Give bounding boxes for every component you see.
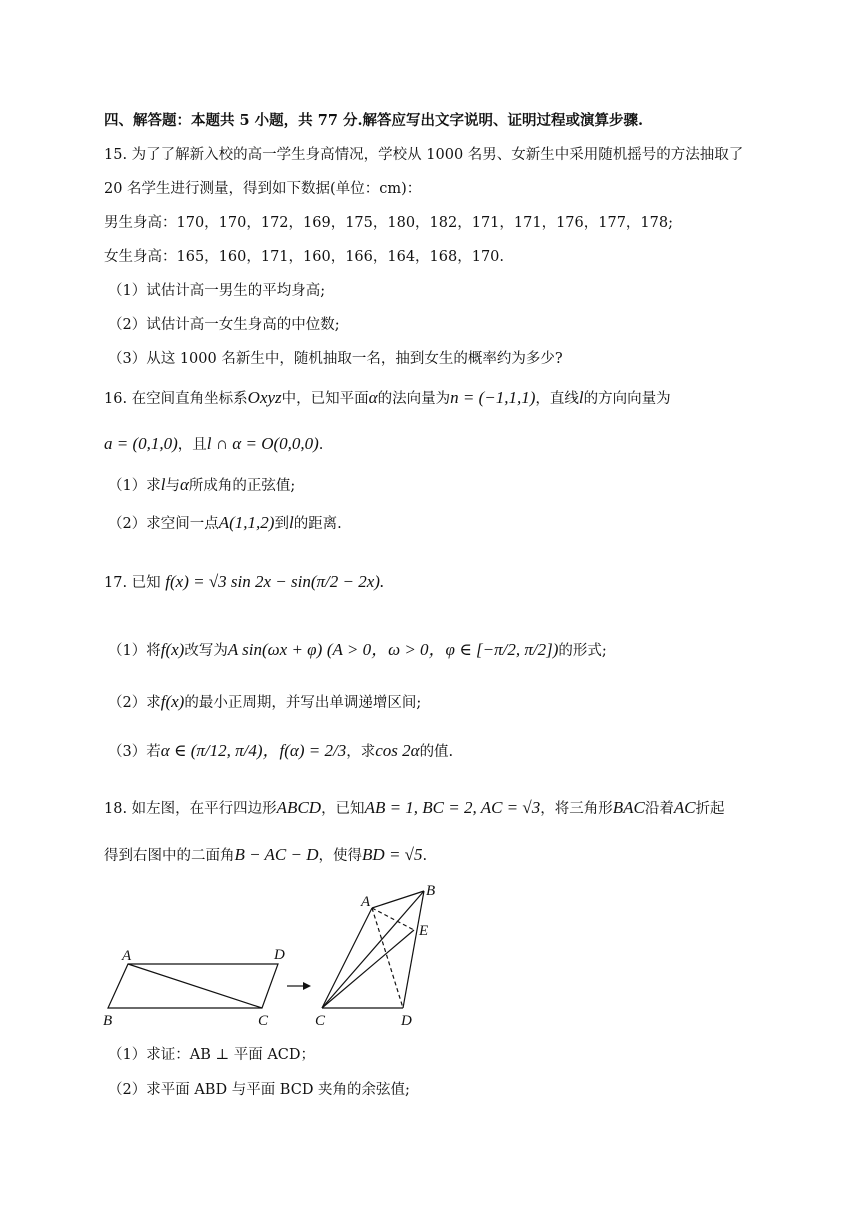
tetrahedron-figure (322, 891, 424, 1008)
q15-part1: （1）试估计高一男生的平均身高; (108, 283, 326, 299)
q15-stem-line1: 15. 为了了解新入校的高一学生身高情况，学校从 1000 名男、女新生中采用随机摇号的方法抽取了 (104, 147, 744, 163)
right-label-e: E (419, 923, 429, 939)
q16-direction-vector: a = (0,1,0) (104, 434, 178, 453)
edge-ad-dashed (372, 908, 403, 1008)
q17-alpha-condition: α ∈ (π/12, π/4)，f(α) = 2/3 (160, 741, 347, 760)
diagonal-ac (128, 964, 262, 1008)
right-label-b: B (426, 883, 436, 899)
q17-part3: （3）若α ∈ (π/12, π/4)，f(α) = 2/3，求cos 2α的值. (108, 741, 454, 760)
q16-part1: （1）求l与α所成角的正弦值; (108, 475, 296, 494)
q17-part2: （2）求f(x)的最小正周期，并写出单调递增区间; (108, 692, 422, 711)
q16-stem-line1: 16. 在空间直角坐标系Oxyz中，已知平面α的法向量为n = (−1,1,1)，直线l的方向向量为 (104, 388, 671, 407)
section-heading: 四、解答题：本题共 5 小题，共 77 分.解答应写出文字说明、证明过程或演算步骤. (104, 112, 644, 129)
left-label-d: D (274, 947, 285, 963)
q16-point-a: A(1,1,2) (218, 513, 275, 532)
right-label-a: A (361, 894, 371, 910)
q18-stem-line2: 得到右图中的二面角B − AC − D，使得BD = √5. (104, 845, 428, 864)
q17-number: 17. (104, 575, 128, 591)
q16-intersection: l ∩ α = O(0,0,0) (206, 434, 319, 453)
q18-number: 18. (104, 801, 128, 817)
q18-figure (0, 875, 868, 1045)
q18-part2: （2）求平面 ABD 与平面 BCD 夹角的余弦值; (108, 1082, 410, 1098)
q15-part2: （2）试估计高一女生身高的中位数; (108, 317, 340, 333)
q17-conditions: (A > 0，ω > 0，φ ∈ [−π/2, π/2]) (326, 640, 559, 659)
q18-bd: BD = √5 (362, 845, 423, 864)
left-label-a: A (122, 948, 132, 964)
parallelogram-figure (108, 964, 278, 1008)
q18-lengths: AB = 1, BC = 2, AC = √3 (364, 798, 541, 817)
q15-stem-line2: 20 名学生进行测量，得到如下数据(单位：cm)： (104, 181, 422, 197)
arrow-icon (287, 982, 311, 990)
segment-ce (322, 930, 414, 1008)
q18-part1: （1）求证：AB ⊥ 平面 ACD； (108, 1047, 316, 1063)
edge-bd (403, 891, 424, 1008)
q16-oxyz: Oxyz (247, 388, 282, 407)
right-label-c: C (315, 1013, 326, 1029)
q16-part2: （2）求空间一点A(1,1,2)到l的距离. (108, 513, 342, 532)
q15-boys-heights: 男生身高：170，170，172，169，175，180，182，171，171，176，177，178; (104, 215, 673, 231)
q17-part1: （1）将f(x)改写为A sin(ωx + φ) (A > 0，ω > 0，φ ∈ [−π/2, π/2])的形式; (108, 640, 607, 659)
q16-normal-vector: n = (−1,1,1) (450, 388, 536, 407)
left-label-c: C (258, 1013, 269, 1029)
parallelogram-abcd (108, 964, 278, 1008)
right-label-d: D (401, 1013, 412, 1029)
q18-stem-line1: 18. 如左图，在平行四边形ABCD，已知AB = 1, BC = 2, AC = √3，将三角形BAC沿着AC折起 (104, 798, 725, 817)
q15-part3: （3）从这 1000 名新生中，随机抽取一名，抽到女生的概率约为多少? (108, 351, 563, 367)
left-label-b: B (103, 1013, 113, 1029)
q16-stem-line2: a = (0,1,0)，且l ∩ α = O(0,0,0). (104, 434, 324, 453)
q17-function: f(x) = √3 sin 2x − sin(π/2 − 2x). (165, 572, 385, 591)
q17-stem: 17. 已知 f(x) = √3 sin 2x − sin(π/2 − 2x). (104, 572, 385, 591)
q17-form: A sin(ωx + φ) (227, 640, 323, 659)
q16-number: 16. (104, 391, 128, 407)
edge-ac (322, 908, 372, 1008)
q15-girls-heights: 女生身高：165，160，171，160，166，164，168，170. (104, 249, 505, 265)
